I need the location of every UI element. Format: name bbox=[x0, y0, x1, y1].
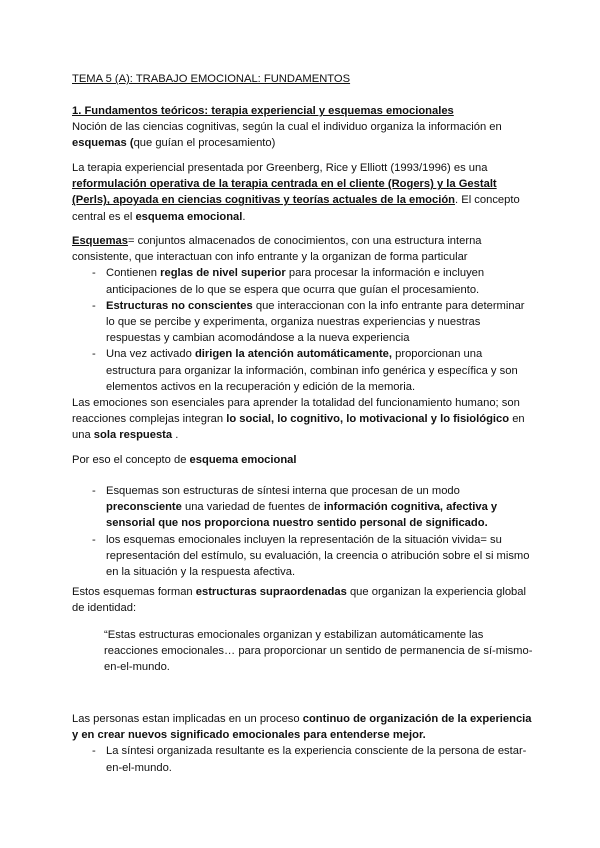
esquemas-term: Esquemas bbox=[72, 235, 128, 247]
terapia-reformulacion: reformulación operativa de la terapia centrada en el cliente (Rogers) y la Gestalt (Perls), apoyada en ciencias cognitivas y teorías actuales de la emoción bbox=[72, 178, 497, 207]
list-item: - Contienen reglas de nivel superior para procesar la información e incluyen anticipaciones de lo que se espera que ocurra que guían el procesamiento. bbox=[72, 265, 532, 297]
title-text: TEMA 5 (A): TRABAJO EMOCIONAL: FUNDAMENTOS bbox=[72, 73, 351, 85]
personas-block: Las personas estan implicadas en un proceso continuo de organización de la experiencia y en crear nuevos significado emocionales para entenderse mejor. - La síntesi organizada resultante es la experiencia consciente de la persona de estar-en-el-mundo. bbox=[72, 711, 532, 776]
list-item: - La síntesi organizada resultante es la experiencia consciente de la persona de estar-en-el-mundo. bbox=[72, 743, 532, 775]
section1-heading: 1. Fundamentos teóricos: terapia experiencial y esquemas emocionales bbox=[72, 105, 454, 117]
document-title bbox=[72, 71, 532, 87]
list-item: - Estructuras no conscientes que interaccionan con la info entrante para determinar lo que se percibe y experimenta, organiza nuestras experiencias y nuestras respuestas y cambian acomodándose a la nueva experiencia bbox=[72, 298, 532, 347]
section1-intro: Noción de las ciencias cognitivas, según la cual el individuo organiza la información en esquemas (que guían el procesamiento) bbox=[72, 121, 502, 150]
por-eso-line: Por eso el concepto de esquema emocional bbox=[72, 454, 297, 466]
esquemas-definition: Esquemas= conjuntos almacenados de conocimientos, con una estructura interna consistente, que interactuan con info entrante y la organizan de forma particular bbox=[72, 235, 482, 264]
list-item: - Esquemas son estructuras de síntesi interna que procesan de un modo preconsciente una variedad de fuentes de información cognitiva, afectiva y sensorial que nos proporciona nuestro sentido personal de significado. bbox=[72, 483, 532, 532]
terapia-paragraph: La terapia experiencial presentada por Greenberg, Rice y Elliott (1993/1996) es una reformulación operativa de la terapia centrada en el cliente (Rogers) y la Gestalt (Perls), apoyada en ciencias cognitivas y teorías actuales de la emoción. El concepto central es el esquema emocional. bbox=[72, 162, 520, 223]
esquemas-block bbox=[72, 233, 532, 395]
list-item: - los esquemas emocionales incluyen la representación de la situación vivida= su representación del estímulo, su evaluación, la creencia o atribución sobre el si mismo en la situación y la respuesta afectiva. bbox=[72, 532, 532, 581]
quote-block: “Estas estructuras emocionales organizan y estabilizan automáticamente las reacciones emocionales… para proporcionar un sentido de permanencia de sí-mismo-en-el-mundo. bbox=[104, 629, 533, 674]
esquema-emocional-list bbox=[72, 483, 532, 580]
emociones-paragraph: Las emociones son esenciales para aprender la totalidad del funcionamiento humano; son reacciones complejas integran lo social, lo cognitivo, lo motivacional y lo fisiológico en una sola respuesta . bbox=[72, 397, 525, 442]
section1-block bbox=[72, 103, 532, 152]
esquema-emocional-term: esquema emocional bbox=[135, 210, 243, 223]
estos-paragraph: Estos esquemas forman estructuras supraordenadas que organizan la experiencia global de identidad: bbox=[72, 586, 526, 615]
list-item: - Una vez activado dirigen la atención automáticamente, proporcionan una estructura para organizar la información, combinan info genérica y específica y son elementos activos en la recuperación y edición de la memoria. bbox=[72, 346, 532, 395]
esquemas-list bbox=[72, 265, 532, 395]
